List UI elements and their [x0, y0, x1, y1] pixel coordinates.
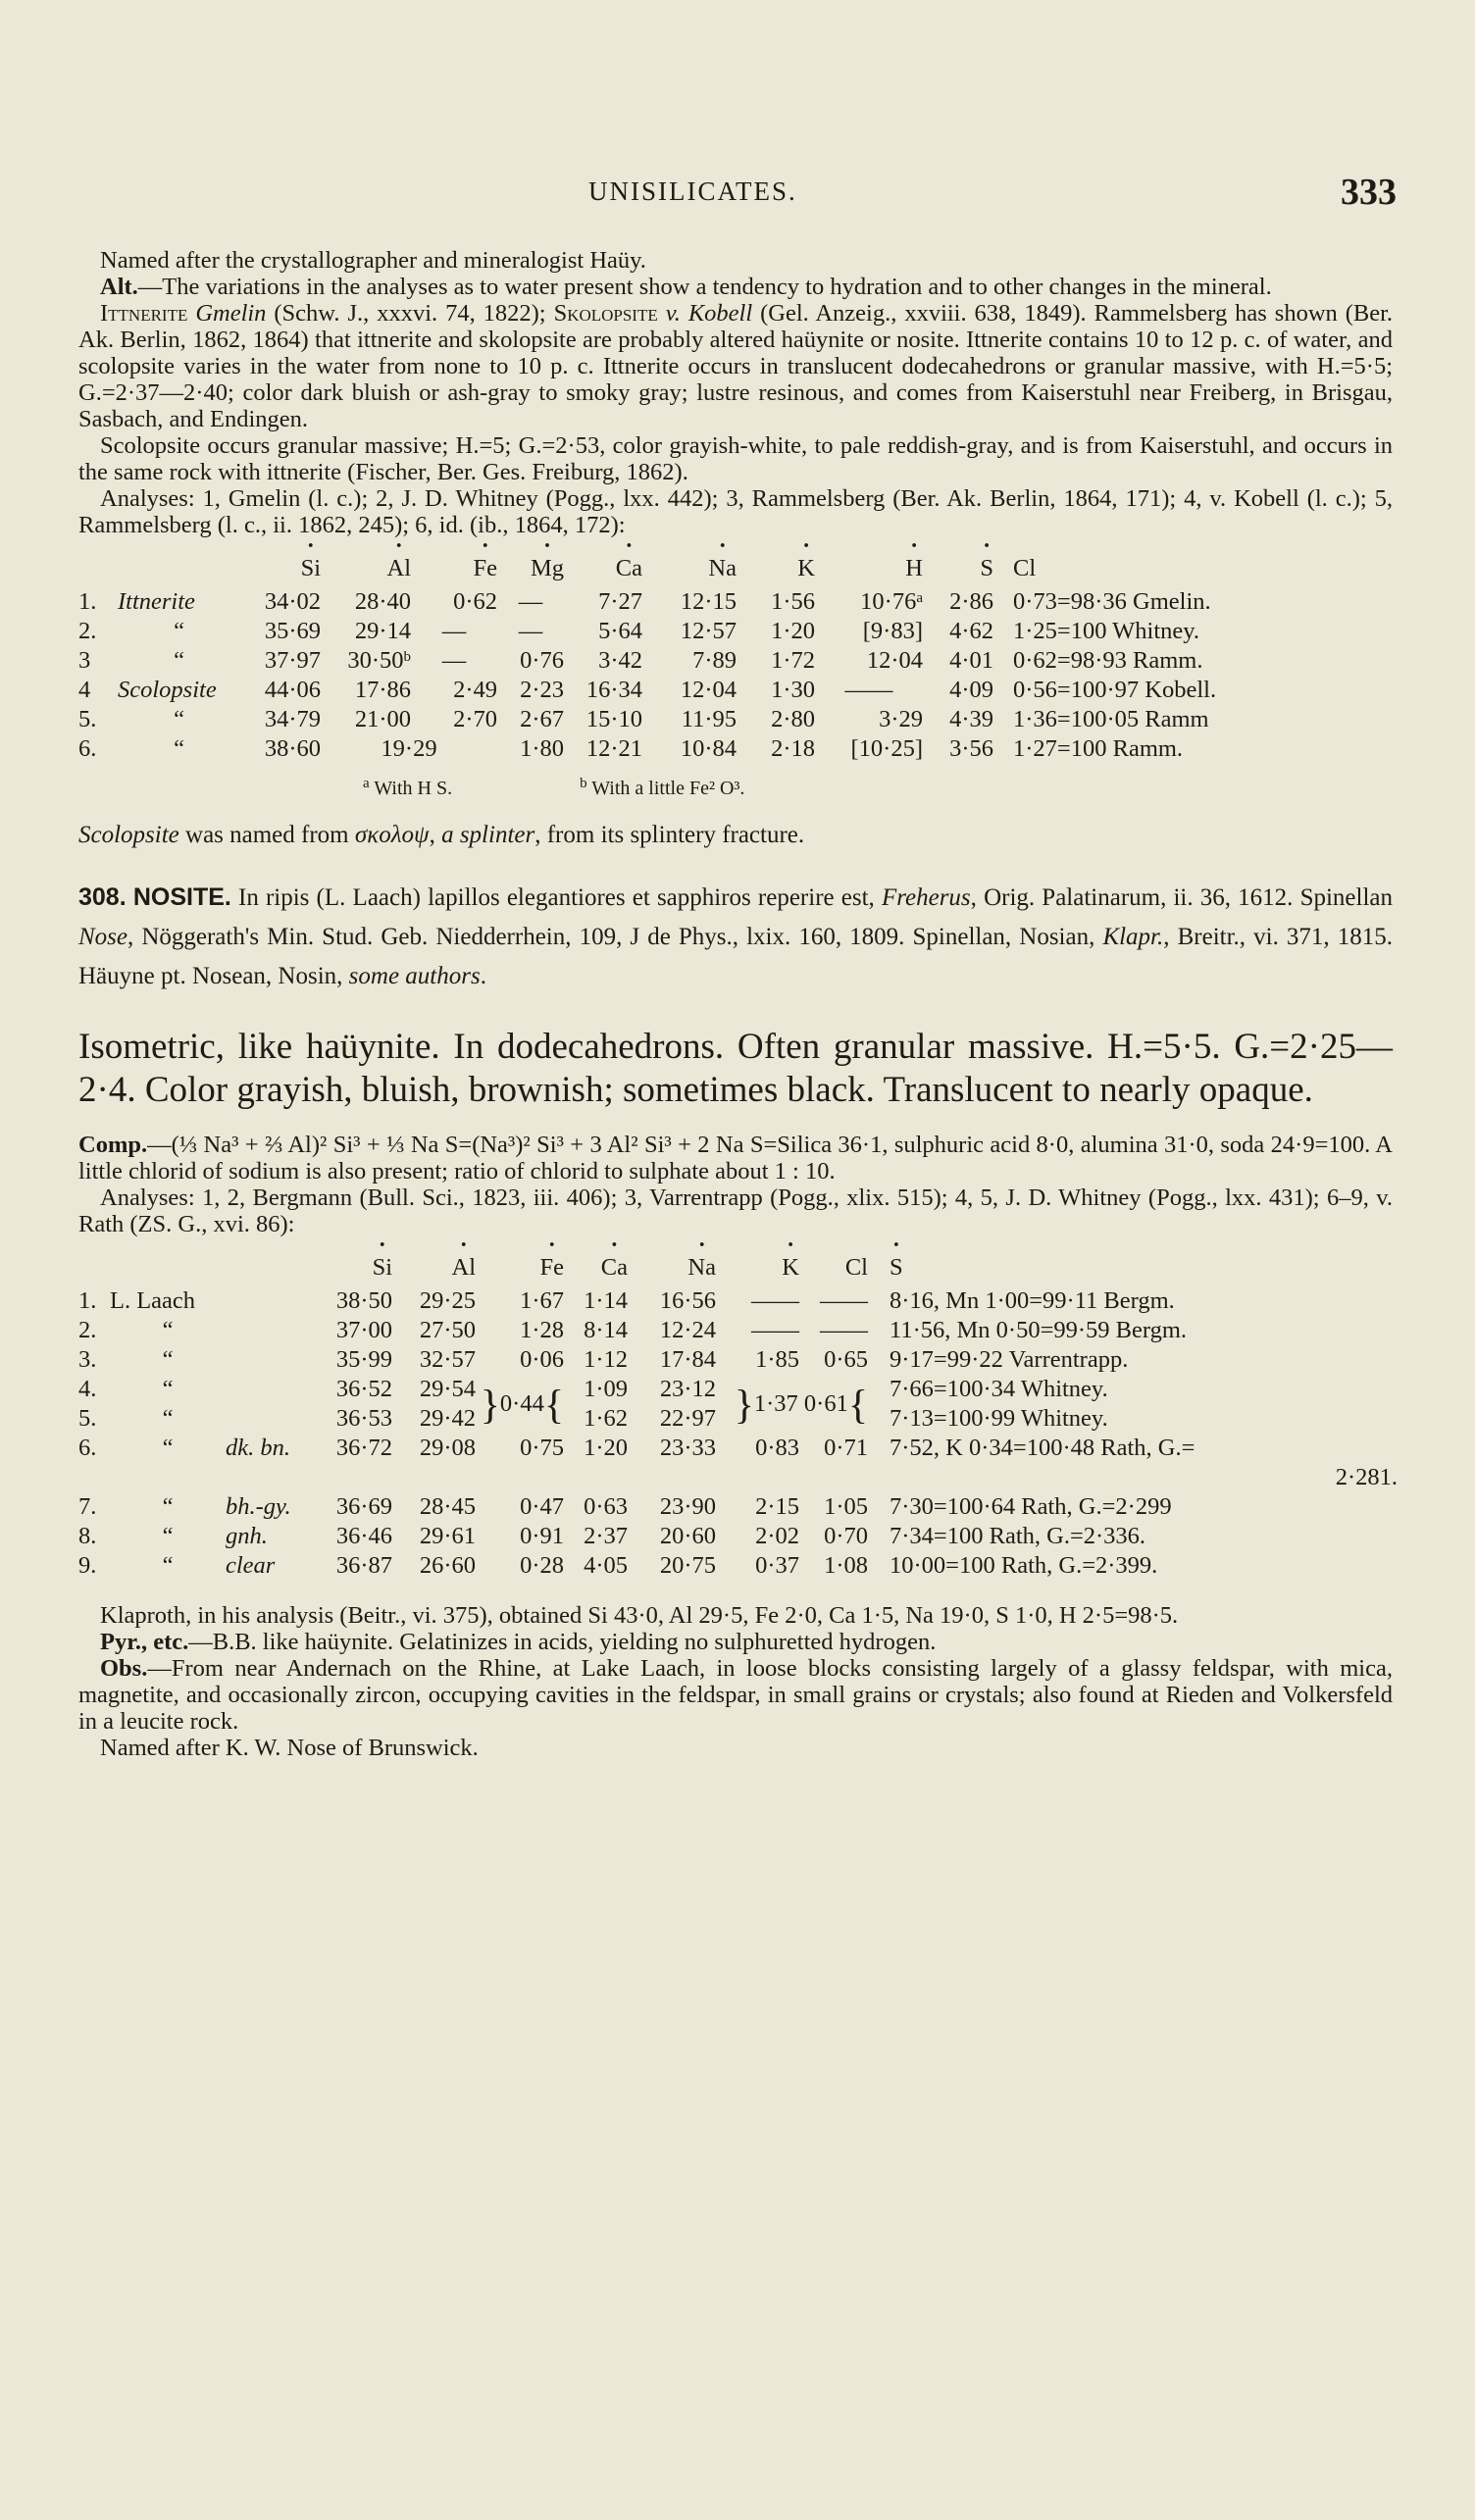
cell-na: 12·24	[659, 1317, 716, 1343]
cell-mg: 1·80	[520, 735, 564, 762]
t1-h-k: K ·	[797, 555, 815, 581]
cell-mg: 2·67	[520, 706, 564, 732]
row-number: 9.	[78, 1552, 97, 1579]
cell-al: 26·60	[419, 1552, 476, 1579]
cell-s: 4·39	[949, 706, 993, 732]
row-number: 2.	[78, 1317, 97, 1343]
shared-k-value: 1·37	[753, 1389, 798, 1417]
cell-k: 1·72	[771, 647, 815, 674]
row-number: 4	[78, 677, 91, 703]
cell-rest: 9·17=99·22 Varrentrapp.	[890, 1346, 1129, 1373]
t1-h-ca: Ca ·	[616, 555, 642, 581]
row-locality: “	[162, 1493, 174, 1520]
cell-na: 11·95	[681, 706, 737, 732]
cell-si: 38·60	[264, 735, 321, 762]
cell-rest: 8·16, Mn 1·00=99·11 Bergm.	[890, 1287, 1175, 1314]
cell-s: 4·01	[949, 647, 993, 674]
row-locality: “	[162, 1552, 174, 1579]
row-number: 2.	[78, 618, 97, 644]
table-row	[78, 1522, 1398, 1551]
cell-si: 34·79	[264, 706, 321, 732]
running-title: UNISILICATES.	[588, 176, 797, 206]
shared-cl-value: 0·61	[803, 1389, 848, 1417]
cell-ca: 1·20	[584, 1435, 628, 1461]
row-number: 5.	[78, 1405, 97, 1432]
cell-si: 36·53	[335, 1405, 392, 1432]
t1-h-fe: Fe ·	[474, 555, 498, 581]
species-nose: Nose	[78, 924, 127, 950]
row-number: 1.	[78, 588, 97, 615]
cell-si: 36·87	[335, 1552, 392, 1579]
cell-si: 36·72	[335, 1435, 392, 1461]
pyr-text: —B.B. like haüynite. Gelatinizes in acids, yielding no sulphuretted hydrogen.	[188, 1629, 937, 1655]
ittnerite-ref: (Schw. J., xxxvi. 74, 1822);	[266, 300, 554, 327]
cell-si: 44·06	[264, 677, 321, 703]
cell-na: 16·56	[659, 1287, 716, 1314]
cell-ca: 4·05	[584, 1552, 628, 1579]
cell-al	[321, 646, 411, 676]
cell-fe-shared	[476, 1375, 564, 1434]
comp-formula: —(⅓ Na³ + ⅔ Al)² Si³ + ⅓ Na S=(Na³)² Si³ + 3 Al² Si³ + 2 Na S=Silica 36·1, sulphuric acid 8·0, alumina 31·0, soda 24·9=100. A little chlorid of sodium is also present; ratio of chlorid to sulphate about 1 : 10.	[78, 1132, 1393, 1184]
cell-ca: 1·62	[584, 1405, 628, 1432]
species-description: Isometric, like haüynite. In dodecahedrons. Often granular massive. H.=5·5. G.=2·25—2·4. Color grayish, bluish, brownish; sometimes black. Translucent to nearly opaque.	[78, 1027, 1393, 1110]
cell-na: 23·90	[659, 1493, 716, 1520]
table-row	[78, 676, 1398, 705]
row-number: 6.	[78, 735, 97, 762]
cell-fe: 2·70	[453, 706, 497, 732]
etym-name: Scolopsite	[78, 822, 179, 848]
cell-rest: 0·73=98·36 Gmelin.	[1013, 588, 1211, 615]
row-number: 7.	[78, 1493, 97, 1520]
klaproth-paragraph: Klaproth, in his analysis (Beitr., vi. 375), obtained Si 43·0, Al 29·5, Fe 2·0, Ca 1·5, Na 19·0, S 1·0, H 2·5=98·5.	[100, 1602, 1179, 1629]
t1-h-al: Al ·	[387, 555, 412, 581]
cell-al: 28·40	[354, 588, 411, 615]
t2-h-na: Na ·	[687, 1254, 716, 1281]
cell-rest: 7·52, K 0·34=100·48 Rath, G.=	[890, 1435, 1195, 1461]
t2-h-cl: Cl	[844, 1254, 868, 1281]
cell-fe: 1·28	[520, 1317, 564, 1343]
cell-k: 1·30	[771, 677, 815, 703]
cell-na: 17·84	[659, 1346, 716, 1373]
alt-label: Alt.	[100, 274, 138, 300]
cell-na: 10·84	[680, 735, 737, 762]
species-text-2: , Orig. Palatinarum, ii. 36, 1612. Spinellan	[970, 884, 1393, 911]
cell-na: 23·33	[659, 1435, 716, 1461]
cell-k: 0·37	[755, 1552, 799, 1579]
footnote-mark: a	[916, 590, 923, 606]
cell-h: 3·29	[879, 706, 923, 732]
alt-text: —The variations in the analyses as to water present show a tendency to hydration and to other changes in the mineral.	[137, 274, 1272, 300]
ittnerite-paragraph	[78, 300, 1393, 432]
cell-si: 35·99	[335, 1346, 392, 1373]
species-klapr: Klapr.	[1102, 924, 1164, 950]
footnote-a-mark: a	[363, 776, 370, 791]
footnote-a: With H S.	[374, 778, 453, 799]
cell-fe: —	[441, 647, 467, 674]
row-locality: “	[162, 1346, 174, 1373]
cell-k: ——	[751, 1317, 799, 1343]
row-variety	[226, 1345, 314, 1375]
table-row	[78, 1375, 1398, 1404]
row-variety: clear	[226, 1552, 276, 1579]
brace-icon: {	[847, 1383, 868, 1429]
row-locality: “	[162, 1405, 174, 1432]
ittnerite-text: (Gel. Anzeig., xxviii. 638, 1849). Rammelsberg has shown (Ber. Ak. Berlin, 1862, 1864) that ittnerite and skolopsite are probably altered haüynite or nosite. Ittnerite contains 10 to 12 p. c. of water, and scolopsite varies in the water from none to 10 p. c. Ittnerite occurs in translucent dodecahedrons or granular massive, with H.=5·5; G.=2·37—2·40; color dark bluish or ash-gray to smoky gray; lustre resinous, and comes from Kaiserstuhl near Freiberg, in Brisgau, Sasbach, and Endingen.	[78, 300, 1394, 432]
obs-label: Obs.	[100, 1655, 148, 1682]
cell-cl: 0·71	[824, 1435, 868, 1461]
cell-ca: 16·34	[585, 677, 642, 703]
cell-rest: 0·56=100·97 Kobell.	[1013, 677, 1217, 703]
cell-si: 36·52	[335, 1376, 392, 1402]
cell-al: 32·57	[419, 1346, 476, 1373]
row-number: 4.	[78, 1376, 97, 1402]
cell-ca: 0·63	[584, 1493, 628, 1520]
cell-al: 17·86	[354, 677, 411, 703]
cell-si: 38·50	[335, 1287, 392, 1314]
cell-k-cl-shared	[716, 1375, 868, 1434]
table-row	[78, 734, 1398, 764]
t2-h-al: Al ·	[452, 1254, 477, 1281]
cell-al: 29·14	[354, 618, 411, 644]
cell-h: ——	[844, 677, 893, 703]
cell-ca: 15·10	[585, 706, 642, 732]
cell-rest: 1·25=100 Whitney.	[1013, 618, 1200, 644]
row-number: 6.	[78, 1435, 97, 1461]
cell-cl: ——	[820, 1317, 868, 1343]
species-number: 308.	[78, 883, 127, 911]
row-locality: “	[162, 1376, 174, 1402]
cell-k: 1·20	[771, 618, 815, 644]
row-variety	[226, 1286, 314, 1316]
nose-naming-paragraph: Named after K. W. Nose of Brunswick.	[100, 1735, 479, 1761]
cell-k: 2·18	[771, 735, 815, 762]
skolopsite-author: v. Kobell	[665, 300, 753, 327]
row-name: “	[174, 706, 184, 732]
row-variety: bh.-gy.	[226, 1493, 291, 1520]
row-variety	[226, 1375, 314, 1404]
cell-al: 27·50	[419, 1317, 476, 1343]
species-name: NOSITE.	[132, 883, 231, 911]
table-row	[78, 1286, 1398, 1316]
cell-s: 4·62	[949, 618, 993, 644]
cell-rest: 7·34=100 Rath, G.=2·336.	[890, 1523, 1146, 1549]
footnote-b-mark: b	[580, 776, 587, 791]
table-row	[78, 1345, 1398, 1375]
brace-icon: {	[543, 1383, 564, 1429]
row-locality: “	[162, 1435, 174, 1461]
analyses-intro-1: Analyses: 1, Gmelin (l. c.); 2, J. D. Whitney (Pogg., lxx. 442); 3, Rammelsberg (Ber. Ak. Berlin, 1864, 171); 4, v. Kobell (l. c.); 5, Rammelsberg (l. c., ii. 1862, 245); 6, id. (ib., 1864, 172):	[78, 485, 1393, 538]
cell-h: [9·83]	[862, 618, 923, 644]
cell-ca: 8·14	[584, 1317, 628, 1343]
table2-header-row	[78, 1249, 1398, 1286]
cell-na: 20·60	[659, 1523, 716, 1549]
row-locality: “	[162, 1523, 174, 1549]
cell-ca: 7·27	[598, 588, 642, 615]
cell-si: 36·69	[335, 1493, 392, 1520]
table-row	[78, 1316, 1398, 1345]
cell-al: 29·42	[419, 1405, 476, 1432]
cell-ca: 1·14	[584, 1287, 628, 1314]
cell-si: 35·69	[264, 618, 321, 644]
cell-si: 37·97	[264, 647, 321, 674]
species-text-4: , Breitr., vi. 371, 1815. Häuyne pt. Nosean, Nosin,	[78, 924, 1393, 989]
cell-h: 12·04	[866, 647, 923, 674]
row-name: “	[174, 618, 184, 644]
table-row	[78, 587, 1398, 617]
cell-ca: 3·42	[598, 647, 642, 674]
cell-rest-continued: 2·281.	[1335, 1464, 1398, 1490]
cell-al: 21·00	[354, 706, 411, 732]
row-number: 5.	[78, 706, 97, 732]
cell-fe: 0·28	[520, 1552, 564, 1579]
cell-fe: 0·62	[453, 588, 497, 615]
row-variety	[226, 1316, 314, 1345]
t1-h-h: H ·	[905, 555, 923, 581]
cell-mg: —	[518, 588, 543, 615]
t1-h-s: S ·	[980, 555, 993, 581]
cell-k: 0·83	[755, 1435, 799, 1461]
t1-h-cl: Cl	[1013, 555, 1037, 581]
table-row	[78, 1551, 1398, 1581]
cell-fe: —	[441, 618, 467, 644]
cell-al: 29·25	[419, 1287, 476, 1314]
page-body	[78, 247, 1398, 1761]
table-row	[78, 646, 1398, 676]
t1-h-na: Na ·	[708, 555, 737, 581]
cell-na: 12·15	[680, 588, 737, 615]
cell-ca: 5·64	[598, 618, 642, 644]
cell-fe: 0·06	[520, 1346, 564, 1373]
species-text-1: In ripis (L. Laach) lapillos elegantiores et sapphiros reperire est,	[230, 884, 882, 911]
pyrognostics-paragraph	[78, 1629, 1393, 1655]
analyses-intro-2: Analyses: 1, 2, Bergmann (Bull. Sci., 1823, iii. 406); 3, Varrentrapp (Pogg., xlix. 515); 4, 5, J. D. Whitney (Pogg., lxx. 431); 6–9, v. Rath (ZS. G., xvi. 86):	[78, 1184, 1393, 1237]
row-locality: L. Laach	[110, 1287, 196, 1314]
cell-al-value: 30·50	[347, 647, 404, 674]
row-variety: gnh.	[226, 1523, 268, 1549]
cell-cl: 0·70	[824, 1523, 868, 1549]
table-row-continuation	[78, 1463, 1398, 1492]
cell-ca: 12·21	[585, 735, 642, 762]
row-name: “	[174, 735, 184, 762]
naming-paragraph: Named after the crystallographer and mineralogist Haüy.	[100, 247, 646, 274]
skolopsite-name: Skolopsite	[553, 300, 658, 327]
row-variety	[226, 1404, 314, 1434]
footnote-mark: b	[403, 649, 411, 665]
composition-paragraph	[78, 1132, 1393, 1184]
species-text-5: .	[480, 963, 486, 989]
t1-h-mg: Mg ·	[531, 555, 564, 581]
page-number: 333	[1341, 172, 1397, 213]
analyses-table-1	[78, 550, 1398, 764]
cell-cl: 1·05	[824, 1493, 868, 1520]
table1-footnotes	[78, 778, 1393, 800]
etym-gloss: a splinter	[441, 822, 535, 848]
cell-s: 3·56	[949, 735, 993, 762]
t2-h-fe: Fe ·	[540, 1254, 565, 1281]
cell-cl: 1·08	[824, 1552, 868, 1579]
cell-si: 37·00	[335, 1317, 392, 1343]
brace-icon: }	[480, 1383, 500, 1429]
cell-rest: 7·13=100·99 Whitney.	[890, 1405, 1108, 1432]
cell-k: 1·85	[755, 1346, 799, 1373]
cell-mg: 0·76	[520, 647, 564, 674]
cell-s: 4·09	[949, 677, 993, 703]
page-header	[0, 172, 1475, 214]
cell-h: [10·25]	[850, 735, 923, 762]
row-number: 3	[78, 647, 91, 674]
cell-fe: 0·47	[520, 1493, 564, 1520]
cell-rest: 7·66=100·34 Whitney.	[890, 1376, 1108, 1402]
etym-greek: σκολοψ	[354, 822, 430, 848]
cell-cl: 0·65	[824, 1346, 868, 1373]
cell-rest: 10·00=100 Rath, G.=2·399.	[890, 1552, 1158, 1579]
cell-na: 20·75	[659, 1552, 716, 1579]
cell-rest: 0·62=98·93 Ramm.	[1013, 647, 1203, 674]
cell-h-value: 10·76	[860, 588, 917, 615]
cell-na: 7·89	[692, 647, 737, 674]
cell-k: 2·02	[755, 1523, 799, 1549]
cell-rest: 1·36=100·05 Ramm	[1013, 706, 1209, 732]
cell-ca: 2·37	[584, 1523, 628, 1549]
cell-fe: 0·91	[520, 1523, 564, 1549]
table-row	[78, 617, 1398, 646]
cell-al: 29·08	[419, 1435, 476, 1461]
t2-h-ca: Ca ·	[601, 1254, 628, 1281]
row-number: 1.	[78, 1287, 97, 1314]
row-locality: “	[162, 1317, 174, 1343]
row-number: 3.	[78, 1346, 97, 1373]
comp-label: Comp.	[78, 1132, 148, 1158]
cell-fe: 2·49	[453, 677, 497, 703]
cell-na: 22·97	[659, 1405, 716, 1432]
shared-fe-value: 0·44	[499, 1389, 544, 1417]
etym-text-2: ,	[429, 822, 442, 848]
cell-na: 12·57	[680, 618, 737, 644]
obs-text: —From near Andernach on the Rhine, at Lake Laach, in loose blocks consisting largely of a glassy feldspar, with mica, magnetite, and occasionally zircon, occupying cavities in the feldspar, in small grains or crystals; also found at Rieden and Volkersfeld in a leucite rock.	[78, 1655, 1393, 1735]
cell-k: 2·80	[771, 706, 815, 732]
row-name: Scolopsite	[118, 677, 217, 703]
ittnerite-author: Gmelin	[195, 300, 267, 327]
species-some-authors: some authors	[348, 963, 481, 989]
table-row	[78, 705, 1398, 734]
cell-h	[815, 587, 923, 617]
t2-h-si: Si ·	[373, 1254, 392, 1281]
species-text-3: , Nöggerath's Min. Stud. Geb. Niedderrhein, 109, J de Phys., lxix. 160, 1809. Spinellan, Nosian,	[127, 924, 1103, 950]
etym-text-1: was named from	[178, 822, 355, 848]
cell-al: 29·54	[419, 1376, 476, 1402]
cell-al: 28·45	[419, 1493, 476, 1520]
cell-na: 12·04	[680, 677, 737, 703]
observations-paragraph	[78, 1655, 1393, 1735]
cell-rest: 7·30=100·64 Rath, G.=2·299	[890, 1493, 1172, 1520]
species-author: Freherus	[881, 884, 971, 911]
table-row	[78, 1492, 1398, 1522]
cell-k: ——	[751, 1287, 799, 1314]
ittnerite-name: Ittnerite	[100, 300, 188, 327]
cell-k: 1·56	[771, 588, 815, 615]
cell-rest: 11·56, Mn 0·50=99·59 Bergm.	[890, 1317, 1188, 1343]
cell-si: 36·46	[335, 1523, 392, 1549]
cell-cl: ——	[820, 1287, 868, 1314]
cell-fe: 1·67	[520, 1287, 564, 1314]
cell-rest: 1·27=100 Ramm.	[1013, 735, 1184, 762]
row-number: 8.	[78, 1523, 97, 1549]
cell-mg: 2·23	[520, 677, 564, 703]
row-name: Ittnerite	[118, 588, 195, 615]
cell-al-fe: 19·29	[381, 735, 437, 762]
table1-header-row	[78, 550, 1398, 587]
t1-h-si: Si ·	[301, 555, 321, 581]
t2-h-k: K ·	[782, 1254, 799, 1281]
etym-text-3: , from its splintery fracture.	[534, 822, 805, 848]
t2-h-s: S ·	[890, 1254, 903, 1281]
row-variety: dk. bn.	[226, 1435, 290, 1461]
cell-mg: —	[518, 618, 543, 644]
brace-icon: }	[734, 1383, 754, 1429]
cell-ca: 1·12	[584, 1346, 628, 1373]
cell-ca: 1·09	[584, 1376, 628, 1402]
cell-na: 23·12	[659, 1376, 716, 1402]
cell-si: 34·02	[264, 588, 321, 615]
scolopsite-paragraph: Scolopsite occurs granular massive; H.=5; G.=2·53, color grayish-white, to pale reddish-gray, and is from Kaiserstuhl, and occurs in the same rock with ittnerite (Fischer, Ber. Ges. Freiburg, 1862).	[78, 432, 1393, 485]
pyr-label: Pyr., etc.	[100, 1629, 189, 1655]
analyses-table-2	[78, 1249, 1398, 1581]
row-name: “	[174, 647, 184, 674]
cell-al: 29·61	[419, 1523, 476, 1549]
alteration-paragraph	[78, 274, 1393, 300]
cell-k: 2·15	[755, 1493, 799, 1520]
table-row	[78, 1434, 1398, 1463]
scolopsite-etymology	[78, 822, 1393, 848]
cell-s: 2·86	[949, 588, 993, 615]
footnote-b: With a little Fe² O³.	[591, 778, 745, 799]
cell-fe: 0·75	[520, 1435, 564, 1461]
species-heading	[78, 878, 1393, 996]
